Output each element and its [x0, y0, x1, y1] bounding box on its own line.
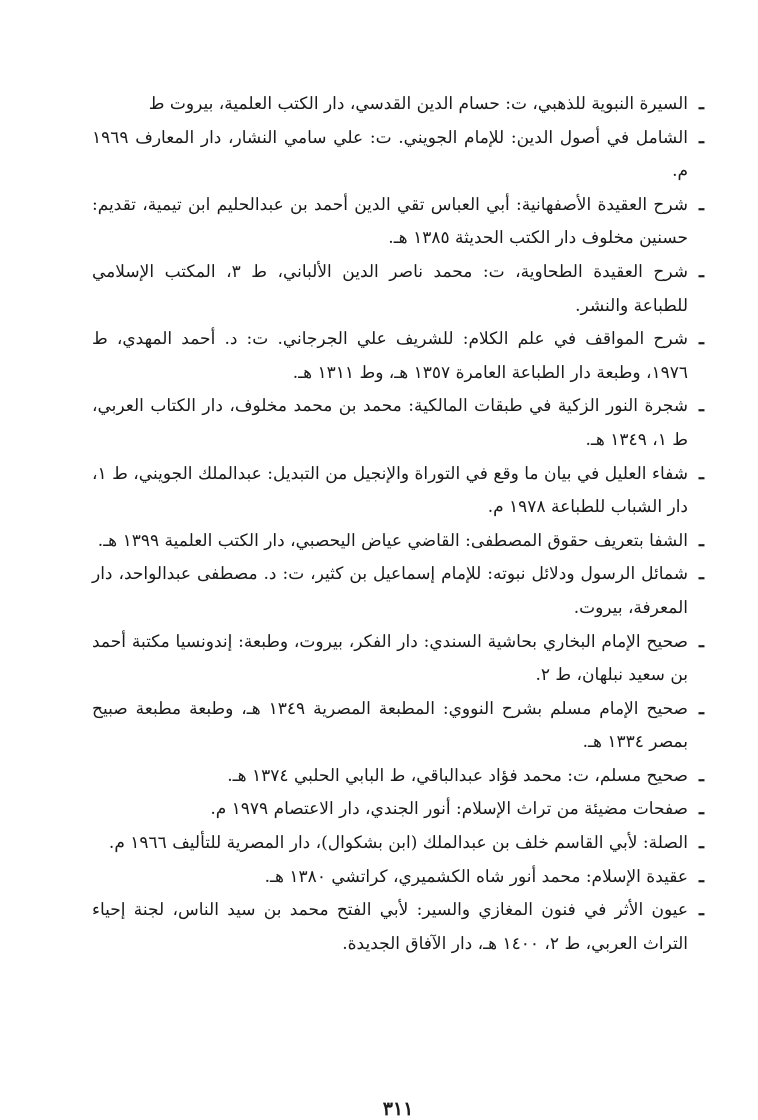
entry-bullet: ـ — [699, 799, 704, 820]
bibliography-entry — [92, 827, 704, 861]
bibliography-page — [92, 88, 704, 1120]
entry-text: صحيح مسلم، ت: محمد فؤاد عبدالباقي، ط البابي الحلبي ١٣٧٤ هـ. — [227, 765, 688, 786]
entry-bullet: ـ — [699, 261, 704, 282]
entry-bullet: ـ — [699, 631, 704, 652]
bibliography-entry — [92, 189, 704, 256]
entry-bullet: ـ — [699, 396, 704, 417]
entry-text: عقيدة الإسلام: محمد أنور شاه الكشميري، كراتشي ١٣٨٠ هـ. — [264, 866, 688, 887]
bibliography-entry — [92, 894, 704, 961]
entry-text: عيون الأثر في فنون المغازي والسير: لأبي الفتح محمد بن سيد الناس، لجنة إحياء التراث العربي، ط ٢، ١٤٠٠ هـ، دار الآفاق الجديدة. — [92, 900, 688, 954]
entry-bullet: ـ — [699, 698, 704, 719]
entry-text: الشفا بتعريف حقوق المصطفى: القاضي عياض اليحصبي، دار الكتب العلمية ١٣٩٩ هـ. — [97, 530, 688, 551]
entry-bullet: ـ — [699, 833, 704, 854]
entry-text: شرح المواقف في علم الكلام: للشريف علي الجرجاني. ت: د. أحمد المهدي، ط ١٩٧٦، وطبعة دار الطباعة العامرة ١٣٥٧ هـ، وط ١٣١١ هـ. — [92, 329, 688, 383]
entry-bullet: ـ — [699, 765, 704, 786]
bibliography-entry — [92, 88, 704, 122]
bibliography-entry — [92, 626, 704, 693]
bibliography-entry — [92, 793, 704, 827]
entry-bullet: ـ — [699, 900, 704, 921]
entry-text: صحيح الإمام مسلم بشرح النووي: المطبعة المصرية ١٣٤٩ هـ، وطبعة مطبعة صبيح بمصر ١٣٣٤ هـ. — [92, 698, 688, 753]
entry-text: صفحات مضيئة من تراث الإسلام: أنور الجندي، دار الاعتصام ١٩٧٩ م. — [210, 799, 688, 820]
bibliography-entry — [92, 861, 704, 895]
entry-text: شمائل الرسول ودلائل نبوته: للإمام إسماعيل بن كثير، ت: د. مصطفى عبدالواحد، دار المعرفة، بيروت. — [92, 564, 688, 618]
bibliography-entry — [92, 390, 704, 457]
entry-text: شفاء العليل في بيان ما وقع في التوراة والإنجيل من التبديل: عبدالملك الجويني، ط ١، دار الشباب للطباعة ١٩٧٨ م. — [92, 463, 688, 518]
entry-text: السيرة النبوية للذهبي، ت: حسام الدين القدسي، دار الكتب العلمية، بيروت ط — [148, 94, 688, 114]
entry-text: شجرة النور الزكية في طبقات المالكية: محمد بن محمد مخلوف، دار الكتاب العربي، ط ١، ١٣٤٩ هـ. — [92, 396, 688, 450]
bibliography-entry — [92, 558, 704, 625]
entry-text: الشامل في أصول الدين: للإمام الجويني. ت: علي سامي النشار، دار المعارف ١٩٦٩ م. — [92, 127, 688, 182]
bibliography-entry — [92, 323, 704, 390]
entry-text: الصلة: لأبي القاسم خلف بن عبدالملك (ابن بشكوال)، دار المصرية للتأليف ١٩٦٦ م. — [108, 833, 688, 854]
entry-bullet: ـ — [699, 194, 704, 215]
entry-bullet: ـ — [699, 329, 704, 350]
bibliography-entry — [92, 458, 704, 525]
entry-text: شرح العقيدة الطحاوية، ت: محمد ناصر الدين الألباني، ط ٣، المكتب الإسلامي للطباعة والنشر. — [92, 261, 688, 316]
bibliography-entry — [92, 256, 704, 323]
entry-bullet: ـ — [699, 564, 704, 585]
bibliography-entry — [92, 122, 704, 189]
entry-text: صحيح الإمام البخاري بحاشية السندي: دار الفكر، بيروت، وطبعة: إندونسيا مكتبة أحمد بن سعيد نبلهان، ط ٢. — [92, 631, 688, 686]
bibliography-entry — [92, 693, 704, 760]
bibliography-entry — [92, 525, 704, 559]
entry-text: شرح العقيدة الأصفهانية: أبي العباس تقي الدين أحمد بن عبدالحليم ابن تيمية، تقديم: حسنين مخلوف دار الكتب الحديثة ١٣٨٥ هـ. — [92, 194, 688, 249]
bibliography-entry — [92, 760, 704, 794]
entry-bullet: ـ — [699, 463, 704, 484]
entry-bullet: ـ — [699, 530, 704, 551]
entry-bullet: ـ — [699, 127, 704, 148]
page-number: ٣١١ — [382, 1098, 414, 1120]
bibliography-list — [92, 88, 704, 961]
entry-bullet: ـ — [699, 866, 704, 887]
entry-bullet: ـ — [699, 94, 704, 114]
